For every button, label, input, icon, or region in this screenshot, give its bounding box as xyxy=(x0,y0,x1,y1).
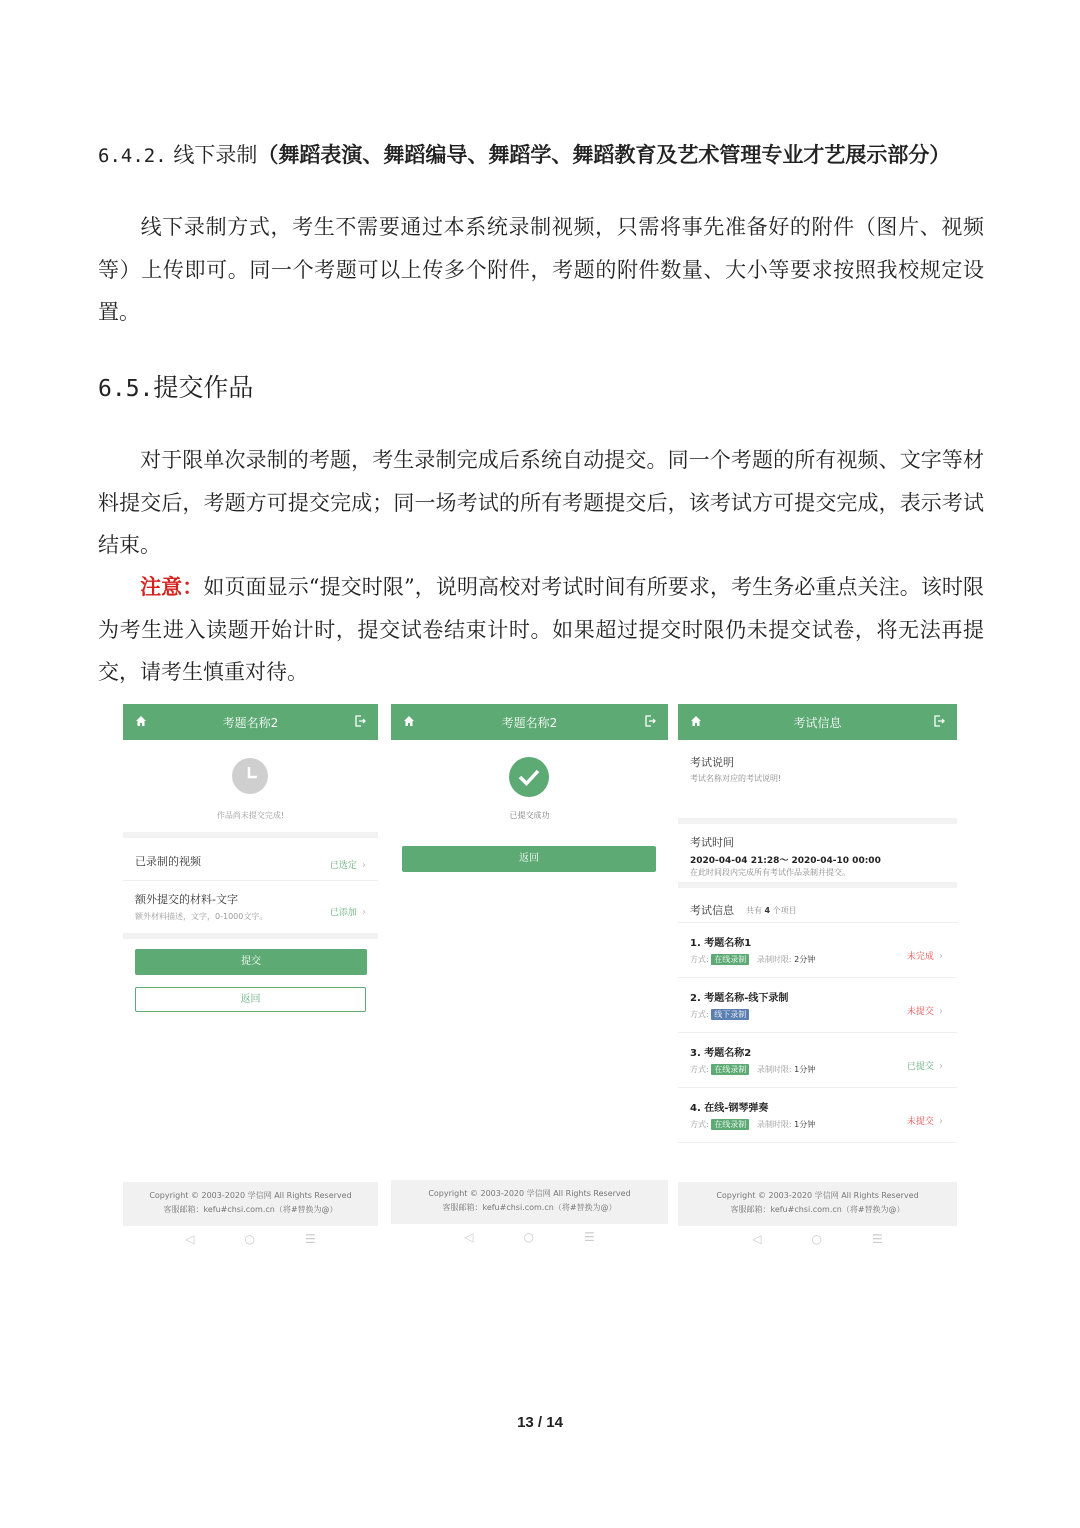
chevron-right-icon: › xyxy=(939,1116,943,1127)
submit-paragraph-text: 对于限单次录制的考题，考生录制完成后系统自动提交。同一个考题的所有视频、文字等材料提交后，考题方可提交完成；同一场考试的所有考题提交后，该考试方可提交完成，表示考试结束。 xyxy=(98,448,984,557)
offline-paragraph-text: 线下录制方式，考生不需要通过本系统录制视频，只需将事先准备好的附件（图片、视频等）上传即可。同一个考题可以上传多个附件，考题的附件数量、大小等要求按照我校规定设置。 xyxy=(98,215,984,324)
chevron-right-icon: › xyxy=(362,860,366,871)
chevron-right-icon: › xyxy=(939,1006,943,1017)
section-6-4-2-heading xyxy=(98,138,998,173)
menu-nav-icon[interactable]: ☰ xyxy=(583,1230,595,1244)
submit-paragraph xyxy=(98,439,984,567)
row-status: 已选定 xyxy=(329,861,357,871)
section-title: 提交作品 xyxy=(153,373,254,402)
copyright-text: Copyright © 2003-2020 学信网 All Rights Reserved xyxy=(716,1191,919,1200)
exam-item-name: 1. 考题名称1 xyxy=(690,938,752,949)
back-button[interactable]: 返回 xyxy=(402,846,656,872)
clock-icon xyxy=(232,758,268,794)
exam-item-meta xyxy=(690,1009,749,1020)
page-title: 考题名称2 xyxy=(222,716,279,730)
description-title: 考试说明 xyxy=(690,756,734,769)
offline-paragraph xyxy=(98,206,984,334)
system-nav-bar xyxy=(678,1232,957,1252)
exit-icon[interactable] xyxy=(644,715,656,727)
back-nav-icon[interactable]: ◁ xyxy=(185,1232,195,1246)
limit-label: 录制时限: xyxy=(756,1120,792,1129)
mode-tag: 在线录制 xyxy=(711,1064,749,1075)
row-label: 额外提交的材料-文字 xyxy=(135,893,238,906)
limit-label: 录制时限: xyxy=(756,1065,792,1074)
chevron-right-icon: › xyxy=(939,1061,943,1072)
exam-time xyxy=(678,824,957,882)
mode-label: 方式: xyxy=(690,1010,709,1019)
exam-item-status: 未提交 xyxy=(906,1117,934,1127)
list-item[interactable] xyxy=(123,838,378,881)
exam-item-name: 2. 考题名称-线下录制 xyxy=(690,993,789,1004)
copyright-text: Copyright © 2003-2020 学信网 All Rights Reserved xyxy=(428,1189,631,1198)
back-nav-icon[interactable]: ◁ xyxy=(464,1230,474,1244)
exam-item-status: 未完成 xyxy=(906,952,934,962)
phone-screenshot-unsubmitted xyxy=(123,704,378,1256)
submit-button[interactable]: 提交 xyxy=(135,949,367,975)
limit-value: 2分钟 xyxy=(794,955,816,964)
row-label: 已录制的视频 xyxy=(135,855,201,868)
row-status: 已添加 xyxy=(329,908,357,918)
info-count-suffix: 个项目 xyxy=(772,906,797,915)
exam-item-meta xyxy=(690,954,815,965)
exam-item-name: 3. 考题名称2 xyxy=(690,1048,752,1059)
limit-value: 1分钟 xyxy=(794,1120,816,1129)
chevron-right-icon: › xyxy=(939,951,943,962)
support-email-text: 客服邮箱：kefu#chsi.com.cn（将#替换为@） xyxy=(442,1203,617,1212)
exam-item-meta xyxy=(690,1119,815,1130)
copyright-text: Copyright © 2003-2020 学信网 All Rights Reserved xyxy=(149,1191,352,1200)
note-label: 注意： xyxy=(140,574,204,599)
exam-info-header xyxy=(678,888,957,923)
exam-item[interactable] xyxy=(678,1088,957,1143)
exam-item[interactable] xyxy=(678,923,957,978)
info-title: 考试信息 xyxy=(690,904,734,917)
page-title: 考题名称2 xyxy=(501,716,558,730)
time-note: 在此时间段内完成所有考试作品录制并提交。 xyxy=(690,868,850,877)
mode-tag: 线下录制 xyxy=(711,1009,749,1020)
mode-label: 方式: xyxy=(690,1120,709,1129)
menu-nav-icon[interactable]: ☰ xyxy=(871,1232,883,1246)
list-item[interactable] xyxy=(123,881,378,933)
time-range: 2020-04-04 21:28～ 2020-04-10 00:00 xyxy=(690,856,881,866)
exam-description xyxy=(678,740,957,818)
status-area xyxy=(123,740,378,832)
footer xyxy=(678,1182,957,1226)
status-text: 已提交成功 xyxy=(509,811,550,820)
chevron-right-icon: › xyxy=(362,907,366,918)
support-email-text: 客服邮箱：kefu#chsi.com.cn（将#替换为@） xyxy=(163,1205,338,1214)
exam-item-list xyxy=(678,923,957,1143)
menu-nav-icon[interactable]: ☰ xyxy=(304,1232,316,1246)
section-number: 6.4.2. xyxy=(98,145,167,167)
system-nav-bar xyxy=(391,1230,668,1250)
status-area xyxy=(391,740,668,832)
system-nav-bar xyxy=(123,1232,378,1252)
exit-icon[interactable] xyxy=(354,715,366,727)
info-count: 4 xyxy=(764,906,771,915)
page-number: 13 / 14 xyxy=(517,1414,563,1431)
exam-item[interactable] xyxy=(678,978,957,1033)
back-button[interactable]: 返回 xyxy=(135,987,366,1012)
note-text: 如页面显示“提交时限”，说明高校对考试时间有所要求，考生务必重点关注。该时限为考生进入读题开始计时，提交试卷结束计时。如果超过提交时限仍未提交试卷，将无法再提交，请考生慎重对待。 xyxy=(98,575,985,684)
row-subtext: 额外材料描述，文字，0-1000文字。 xyxy=(135,912,268,921)
mode-tag: 在线录制 xyxy=(711,1119,749,1130)
home-nav-icon[interactable]: ○ xyxy=(523,1230,534,1244)
support-email-text: 客服邮箱：kefu#chsi.com.cn（将#替换为@） xyxy=(730,1205,905,1214)
home-nav-icon[interactable]: ○ xyxy=(811,1232,822,1246)
status-text: 作品尚未提交完成! xyxy=(216,811,285,820)
exit-icon[interactable] xyxy=(933,715,945,727)
mode-tag: 在线录制 xyxy=(711,954,749,965)
mode-label: 方式: xyxy=(690,955,709,964)
exam-item-meta xyxy=(690,1064,815,1075)
description-text: 考试名称对应的考试说明! xyxy=(690,774,782,783)
exam-item[interactable] xyxy=(678,1033,957,1088)
note-paragraph xyxy=(98,566,984,694)
top-bar xyxy=(391,704,668,740)
section-title: 线下录制 xyxy=(173,143,258,167)
page-title: 考试信息 xyxy=(793,716,842,730)
phone-screenshot-exam-info xyxy=(678,704,957,1256)
footer xyxy=(391,1180,668,1224)
info-count-prefix: 共有 xyxy=(746,906,762,915)
exam-item-status: 未提交 xyxy=(906,1007,934,1017)
time-title: 考试时间 xyxy=(690,836,734,849)
footer xyxy=(123,1182,378,1226)
check-circle-icon xyxy=(509,757,549,797)
home-nav-icon[interactable]: ○ xyxy=(244,1232,255,1246)
exam-item-status: 已提交 xyxy=(906,1062,934,1072)
exam-item-name: 4. 在线-钢琴弹奏 xyxy=(690,1103,769,1114)
phone-screenshot-submitted xyxy=(391,704,668,1256)
limit-value: 1分钟 xyxy=(794,1065,816,1074)
top-bar xyxy=(678,704,957,740)
top-bar xyxy=(123,704,378,740)
back-nav-icon[interactable]: ◁ xyxy=(752,1232,762,1246)
section-title-bold: （舞蹈表演、舞蹈编导、舞蹈学、舞蹈教育及艺术管理专业才艺展示部分） xyxy=(257,142,951,167)
mode-label: 方式: xyxy=(690,1065,709,1074)
section-6-5-heading xyxy=(98,368,253,409)
section-number: 6.5. xyxy=(98,376,154,402)
limit-label: 录制时限: xyxy=(756,955,792,964)
